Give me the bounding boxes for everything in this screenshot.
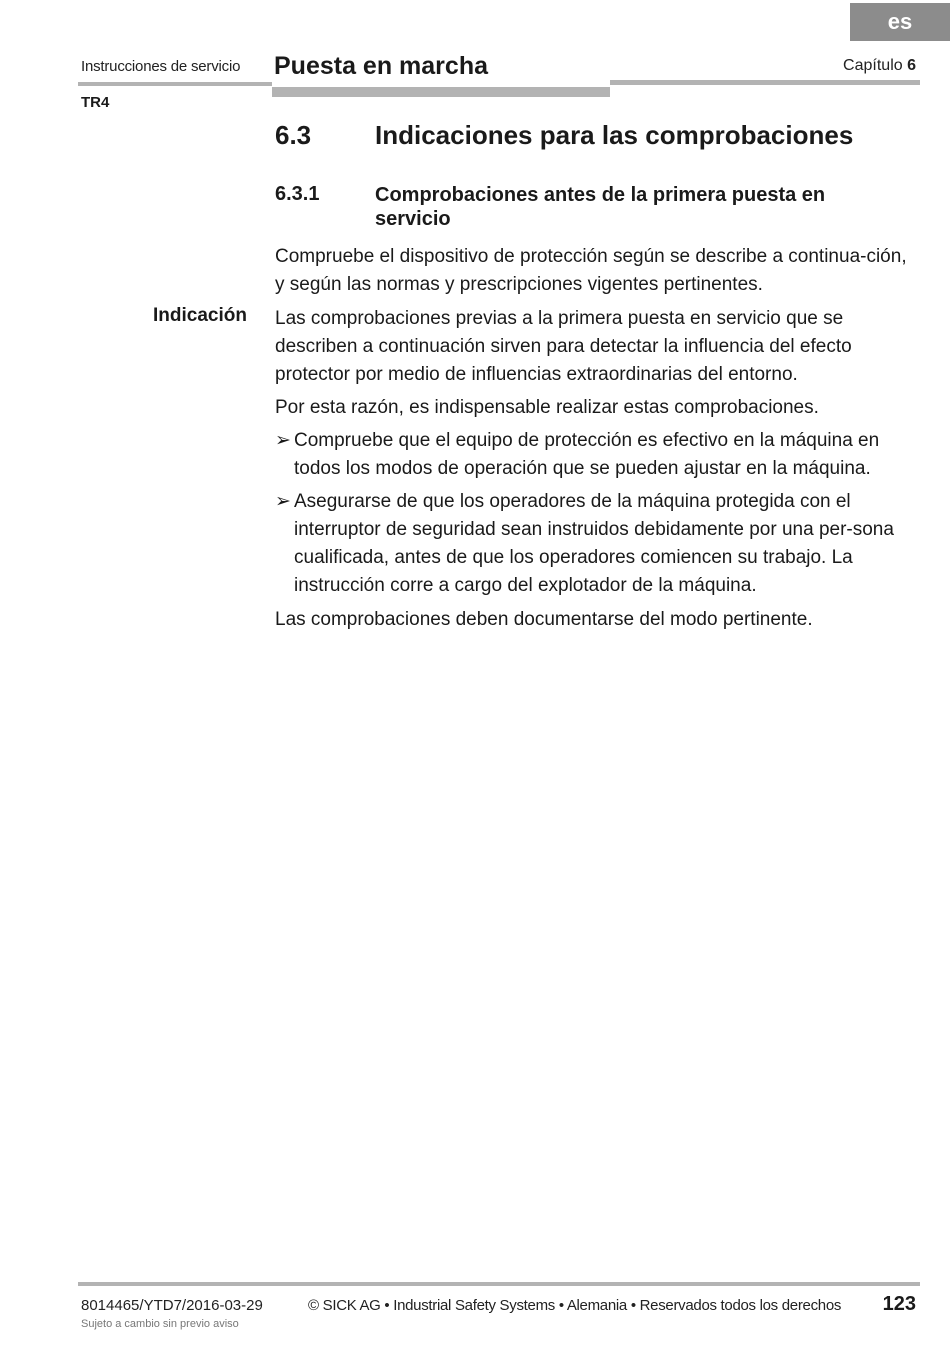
- chapter-label: Capítulo: [843, 57, 903, 74]
- header-rule-left: [78, 82, 272, 86]
- header-rule-right: [610, 80, 920, 85]
- reason-paragraph: Por esta razón, es indispensable realizar estas comprobaciones.: [275, 397, 819, 418]
- note-paragraph: Las comprobaciones previas a la primera puesta en servicio que se describen a continuación sirven para detectar la influencia del efecto protector por medio de influencias extraordinarias del entorno.: [275, 308, 852, 385]
- closing-paragraph: Las comprobaciones deben documentarse del modo pertinente.: [275, 609, 813, 630]
- list-item: [275, 427, 920, 483]
- list-item-text: Asegurarse de que los operadores de la máquina protegida con el interruptor de seguridad sean instruidos debidamente por una per-sona cualificada, antes de que los operadores comiencen su trabajo. La instrucción corre a cargo del explotador de la máquina.: [294, 491, 894, 596]
- language-tab: es: [850, 3, 950, 41]
- section-number: 6.3: [275, 120, 312, 150]
- footer-notice: Sujeto a cambio sin previo aviso: [81, 1318, 239, 1330]
- page-number: 123: [882, 1293, 916, 1315]
- subsection-number: 6.3.1: [275, 183, 320, 205]
- header-product: TR4: [81, 94, 110, 111]
- list-item-text: Compruebe que el equipo de protección es efectivo en la máquina en todos los modos de operación que se pueden ajustar en la máquina.: [294, 430, 880, 479]
- arrow-bullet-icon: ➢: [275, 430, 291, 451]
- list-item: [275, 488, 920, 600]
- header-doc-type: Instrucciones de servicio: [81, 58, 241, 75]
- subsection-title: Comprobaciones antes de la primera puesta en servicio: [375, 184, 826, 230]
- header-title: Puesta en marcha: [274, 52, 488, 80]
- section-title: Indicaciones para las comprobaciones: [375, 120, 854, 150]
- footer-copyright: © SICK AG • Industrial Safety Systems • Alemania • Reservados todos los derechos: [308, 1297, 842, 1314]
- chapter-number: 6: [907, 57, 916, 74]
- header-rule-title: [272, 87, 610, 97]
- header-chapter: [843, 57, 916, 75]
- footer-rule: [78, 1282, 920, 1286]
- arrow-bullet-icon: ➢: [275, 491, 291, 512]
- intro-paragraph: Compruebe el dispositivo de protección según se describe a continua-ción, y según las normas y prescripciones vigentes pertinentes.: [275, 246, 907, 295]
- note-label: Indicación: [153, 305, 247, 326]
- footer-doc-number: 8014465/YTD7/2016-03-29: [81, 1297, 263, 1314]
